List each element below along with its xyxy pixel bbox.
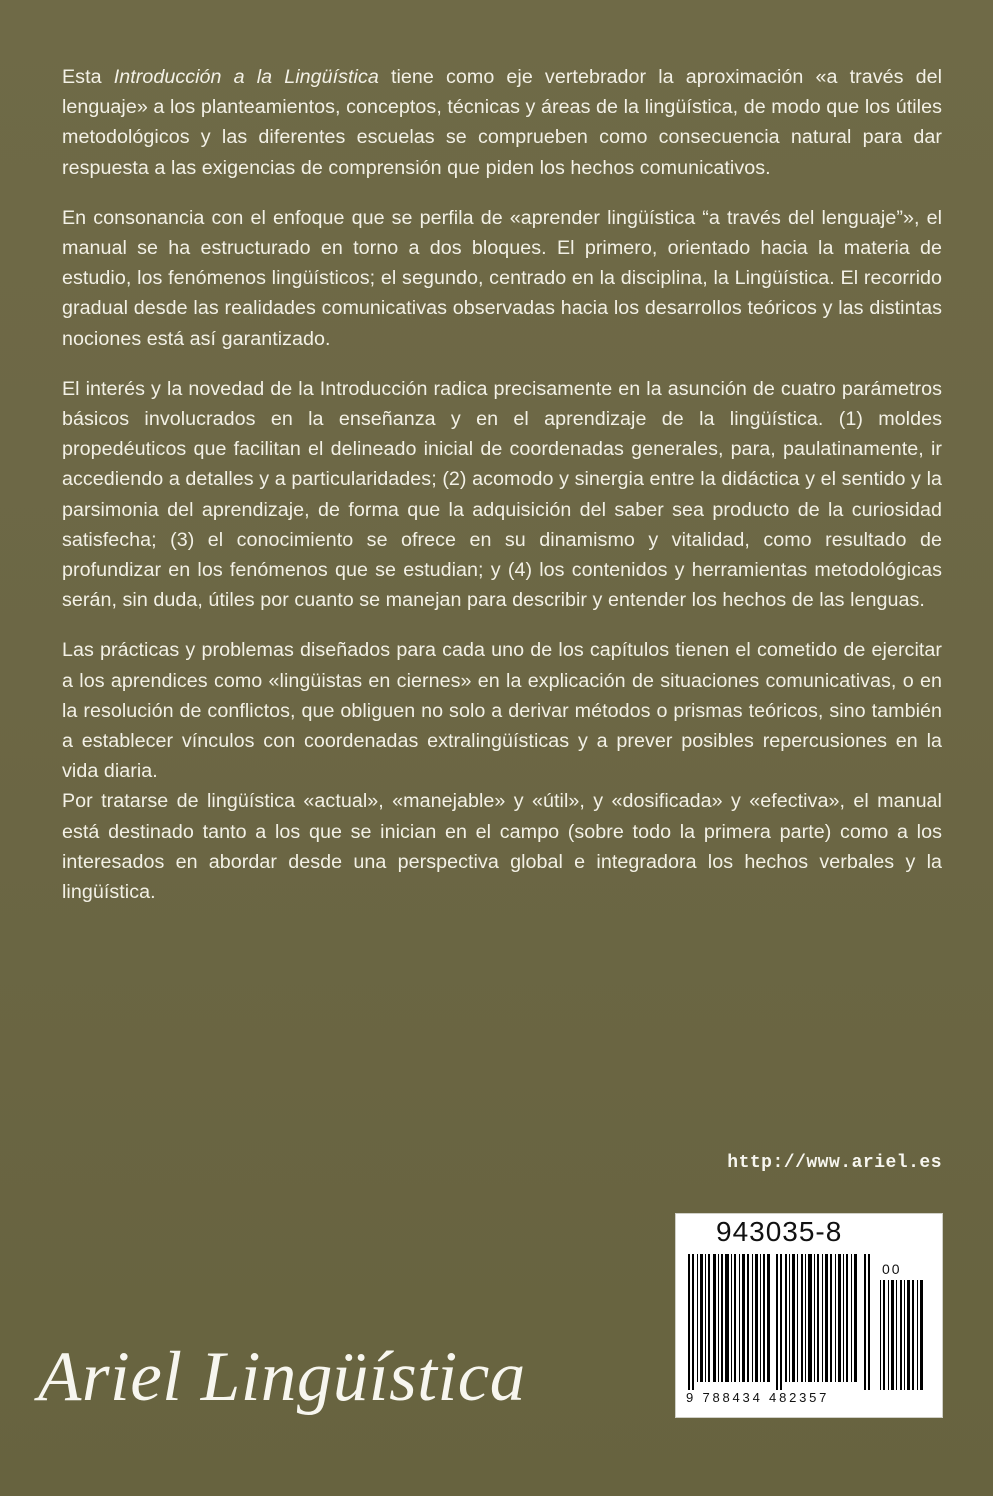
- barcode-addon-digits: 00: [882, 1261, 902, 1277]
- addon-barcode-bars: [880, 1280, 926, 1390]
- book-title-italic: Introducción a la Lingüística: [113, 66, 379, 88]
- barcode: [675, 1213, 943, 1418]
- isbn-number: 9 788434 482357: [686, 1390, 830, 1405]
- isbn-short-code: 943035-8: [716, 1216, 843, 1247]
- publisher-url: http://www.ariel.es: [727, 1153, 942, 1173]
- paragraph-1-lead: Esta: [62, 66, 114, 88]
- paragraph-5: Por tratarse de lingüística «actual», «manejable» y «útil», y «dosificada» y «efectiva», el manual está destinado tanto a los que se inician en el campo (sobre todo la primera parte) como a los interesados en abordar desde una perspectiva global e integradora los hechos verbales y la lingüística.: [62, 790, 942, 904]
- barcode-bars: [688, 1254, 874, 1390]
- paragraph-1: [62, 62, 942, 183]
- paragraph-2: En consonancia con el enfoque que se perfila de «aprender lingüística “a través del lenguaje”», el manual se ha estructurado en torno a dos bloques. El primero, orientado hacia la materia de estudio, los fenómenos lingüísticos; el segundo, centrado en la disciplina, la Lingüística. El recorrido gradual desde las realidades comunicativas observadas hacia los desarrollos teóricos y las distintas nociones está así garantizado.: [62, 206, 942, 350]
- series-logo: Ariel Lingüística: [38, 1338, 526, 1416]
- blurb-text: [62, 62, 942, 927]
- paragraph-4: Las prácticas y problemas diseñados para cada uno de los capítulos tienen el cometido de ejercitar a los aprendices como «lingüistas en ciernes» en la explicación de situaciones comunicativas, o en la resolución de conflictos, que obliguen no solo a derivar métodos o prismas teóricos, sino también a establecer vínculos con coordenadas extralingüísticas y a prever posibles repercusiones en la vida diaria.: [62, 639, 942, 783]
- paragraph-1-rest: tiene como eje vertebrador la aproximación «a través del lenguaje» a los planteamientos, conceptos, técnicas y áreas de la lingüística, de modo que los útiles metodológicos y las diferentes escuelas se comprueben como consecuencia natural para dar respuesta a las exigencias de comprensión que piden los hechos comunicativos.: [62, 66, 942, 179]
- paragraph-3: El interés y la novedad de la Introducción radica precisamente en la asunción de cuatro parámetros básicos involucrados en la enseñanza y en el aprendizaje de la lingüística. (1) moldes propedéuticos que facilitan el delineado inicial de coordenadas generales, para, paulatinamente, ir accediendo a detalles y a particularidades; (2) acomodo y sinergia entre la didáctica y el sentido y la parsimonia del aprendizaje, de forma que la adquisición del saber sea producto de la curiosidad satisfecha; (3) el conocimiento se ofrece en su dinamismo y vitalidad, como resultado de profundizar en los fenómenos que se estudian; y (4) los contenidos y herramientas metodológicas serán, sin duda, útiles por cuanto se manejan para describir y entender los hechos de las lenguas.: [62, 377, 942, 612]
